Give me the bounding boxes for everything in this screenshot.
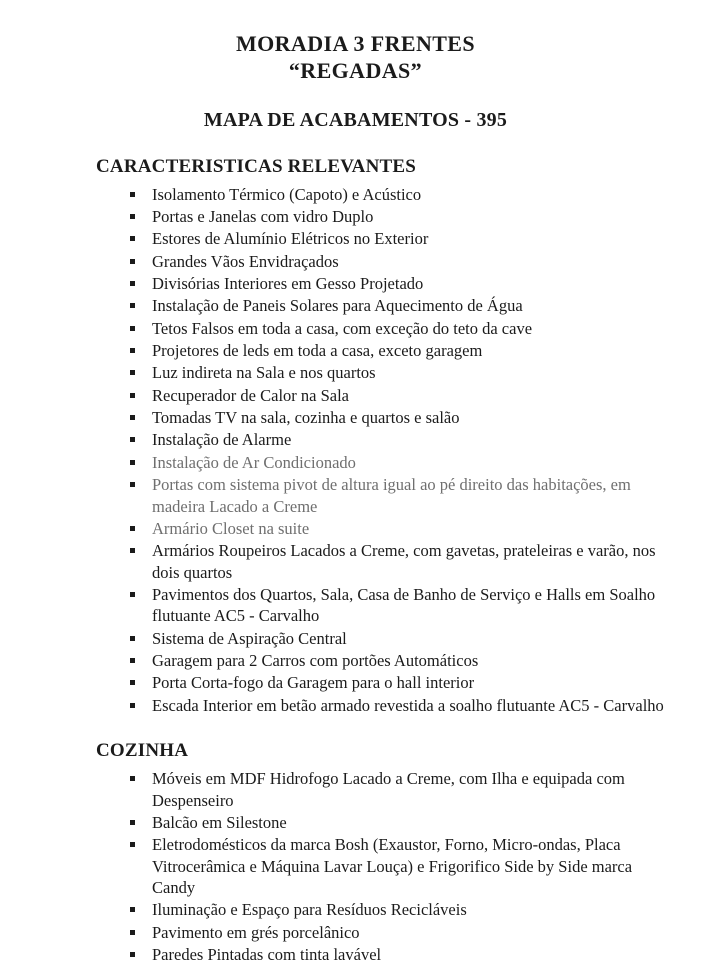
- section-heading-cozinha: COZINHA: [96, 740, 189, 762]
- list-item: Grandes Vãos Envidraçados: [126, 251, 671, 272]
- list-item: Luz indireta na Sala e nos quartos: [126, 362, 671, 383]
- list-cozinha: [40, 768, 671, 965]
- title-line-1: MORADIA 3 FRENTES: [235, 31, 476, 56]
- list-caracteristicas: [40, 184, 671, 717]
- list-item: Iluminação e Espaço para Resíduos Recicláveis: [126, 899, 671, 920]
- list-item: Instalação de Alarme: [126, 429, 671, 450]
- list-item: Garagem para 2 Carros com portões Automáticos: [126, 650, 671, 671]
- list-item: Armário Closet na suite: [126, 518, 671, 539]
- list-item: Instalação de Paneis Solares para Aquecimento de Água: [126, 295, 671, 316]
- list-item: Recuperador de Calor na Sala: [126, 385, 671, 406]
- list-item: Armários Roupeiros Lacados a Creme, com gavetas, prateleiras e varão, nos dois quartos: [126, 540, 671, 583]
- list-item: Pavimento em grés porcelânico: [126, 922, 671, 943]
- list-item: Paredes Pintadas com tinta lavável: [126, 944, 671, 965]
- list-item: Divisórias Interiores em Gesso Projetado: [126, 273, 671, 294]
- list-item: Tomadas TV na sala, cozinha e quartos e salão: [126, 407, 671, 428]
- list-item: Eletrodomésticos da marca Bosh (Exaustor, Forno, Micro-ondas, Placa Vitrocerâmica e Máquina Lavar Louça) e Frigorifico Side by Side marca Candy: [126, 834, 671, 898]
- list-item: Instalação de Ar Condicionado: [126, 452, 671, 473]
- list-item: Móveis em MDF Hidrofogo Lacado a Creme, com Ilha e equipada com Despenseiro: [126, 768, 671, 811]
- list-item: Estores de Alumínio Elétricos no Exterior: [126, 228, 671, 249]
- list-item: Porta Corta-fogo da Garagem para o hall interior: [126, 672, 671, 693]
- list-item: Balcão em Silestone: [126, 812, 671, 833]
- section-heading-caracteristicas: CARACTERISTICAS RELEVANTES: [96, 155, 417, 177]
- list-item: Portas com sistema pivot de altura igual ao pé direito das habitações, em madeira Lacado a Creme: [126, 474, 671, 517]
- document-title: [40, 30, 671, 85]
- list-item: Tetos Falsos em toda a casa, com exceção do teto da cave: [126, 318, 671, 339]
- list-item: Escada Interior em betão armado revestida a soalho flutuante AC5 - Carvalho: [126, 695, 671, 716]
- document-subtitle: MAPA DE ACABAMENTOS - 395: [203, 108, 508, 131]
- list-item: Pavimentos dos Quartos, Sala, Casa de Banho de Serviço e Halls em Soalho flutuante AC5 - Carvalho: [126, 584, 671, 627]
- title-line-2: “REGADAS”: [288, 58, 423, 84]
- list-item: Projetores de leds em toda a casa, exceto garagem: [126, 340, 671, 361]
- list-item: Portas e Janelas com vidro Duplo: [126, 206, 671, 227]
- list-item: Sistema de Aspiração Central: [126, 628, 671, 649]
- list-item: Isolamento Térmico (Capoto) e Acústico: [126, 184, 671, 205]
